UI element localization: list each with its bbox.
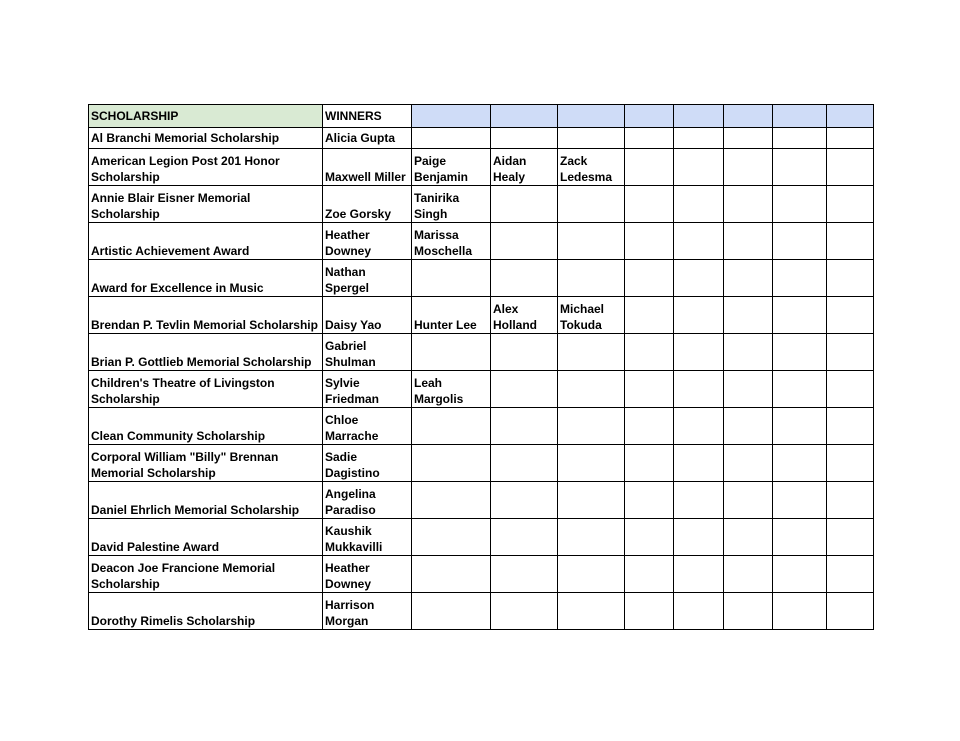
empty-cell [674, 149, 724, 186]
empty-cell [724, 445, 773, 482]
empty-cell [491, 556, 558, 593]
empty-cell [773, 445, 827, 482]
empty-cell [412, 445, 491, 482]
empty-cell [558, 334, 625, 371]
winner-name: Sadie Dagistino [323, 445, 412, 482]
empty-cell [625, 149, 674, 186]
empty-cell [674, 556, 724, 593]
empty-cell [827, 371, 874, 408]
winner-name: Aidan Healy [491, 149, 558, 186]
empty-cell [412, 593, 491, 630]
empty-cell [827, 186, 874, 223]
empty-cell [827, 408, 874, 445]
scholarship-name: Dorothy Rimelis Scholarship [89, 593, 323, 630]
empty-cell [724, 128, 773, 149]
scholarship-name: Brian P. Gottlieb Memorial Scholarship [89, 334, 323, 371]
winner-name: Alicia Gupta [323, 128, 412, 149]
empty-cell [773, 149, 827, 186]
empty-cell [412, 519, 491, 556]
empty-cell [625, 408, 674, 445]
empty-cell [724, 519, 773, 556]
scholarship-header: SCHOLARSHIP [89, 105, 323, 128]
header-row [89, 105, 874, 128]
empty-cell [773, 223, 827, 260]
empty-cell [674, 223, 724, 260]
empty-cell [724, 186, 773, 223]
table-row [89, 223, 874, 260]
scholarship-name: Corporal William "Billy" Brennan Memorial Scholarship [89, 445, 323, 482]
header-cell [558, 105, 625, 128]
empty-cell [491, 223, 558, 260]
empty-cell [491, 128, 558, 149]
empty-cell [625, 186, 674, 223]
empty-cell [827, 297, 874, 334]
empty-cell [558, 371, 625, 408]
winner-name: Alex Holland [491, 297, 558, 334]
empty-cell [625, 223, 674, 260]
winner-name: Sylvie Friedman [323, 371, 412, 408]
winner-name: Heather Downey [323, 556, 412, 593]
empty-cell [724, 408, 773, 445]
empty-cell [773, 519, 827, 556]
empty-cell [827, 556, 874, 593]
empty-cell [625, 445, 674, 482]
winner-name: Nathan Spergel [323, 260, 412, 297]
table-row [89, 297, 874, 334]
winner-name: Heather Downey [323, 223, 412, 260]
empty-cell [674, 482, 724, 519]
winner-name: Zack Ledesma [558, 149, 625, 186]
table-row [89, 408, 874, 445]
empty-cell [625, 260, 674, 297]
empty-cell [674, 408, 724, 445]
empty-cell [724, 149, 773, 186]
empty-cell [625, 482, 674, 519]
empty-cell [827, 445, 874, 482]
empty-cell [827, 593, 874, 630]
scholarship-name: American Legion Post 201 Honor Scholarship [89, 149, 323, 186]
empty-cell [558, 128, 625, 149]
empty-cell [558, 519, 625, 556]
empty-cell [827, 260, 874, 297]
empty-cell [724, 223, 773, 260]
empty-cell [827, 149, 874, 186]
empty-cell [625, 556, 674, 593]
winner-name: Gabriel Shulman [323, 334, 412, 371]
scholarship-name: Daniel Ehrlich Memorial Scholarship [89, 482, 323, 519]
winner-name: Kaushik Mukkavilli [323, 519, 412, 556]
header-cell [491, 105, 558, 128]
empty-cell [558, 260, 625, 297]
empty-cell [625, 128, 674, 149]
empty-cell [674, 186, 724, 223]
empty-cell [558, 223, 625, 260]
empty-cell [674, 445, 724, 482]
empty-cell [491, 371, 558, 408]
empty-cell [773, 482, 827, 519]
table-row [89, 593, 874, 630]
scholarship-name: Annie Blair Eisner Memorial Scholarship [89, 186, 323, 223]
scholarship-name: David Palestine Award [89, 519, 323, 556]
empty-cell [412, 556, 491, 593]
scholarship-name: Brendan P. Tevlin Memorial Scholarship [89, 297, 323, 334]
empty-cell [674, 334, 724, 371]
empty-cell [724, 593, 773, 630]
scholarship-name: Al Branchi Memorial Scholarship [89, 128, 323, 149]
empty-cell [674, 593, 724, 630]
empty-cell [724, 556, 773, 593]
winner-name: Michael Tokuda [558, 297, 625, 334]
table-row [89, 334, 874, 371]
table-row [89, 519, 874, 556]
empty-cell [674, 371, 724, 408]
winner-name: Zoe Gorsky [323, 186, 412, 223]
empty-cell [625, 519, 674, 556]
winner-name: Tanirika Singh [412, 186, 491, 223]
header-cell [773, 105, 827, 128]
table-row [89, 482, 874, 519]
scholarship-name: Children's Theatre of Livingston Scholarship [89, 371, 323, 408]
empty-cell [412, 482, 491, 519]
table-row [89, 445, 874, 482]
winner-name: Paige Benjamin [412, 149, 491, 186]
winner-name: Maxwell Miller [323, 149, 412, 186]
winner-name: Chloe Marrache [323, 408, 412, 445]
scholarship-table [88, 104, 874, 630]
winner-name: Hunter Lee [412, 297, 491, 334]
empty-cell [674, 519, 724, 556]
empty-cell [625, 334, 674, 371]
empty-cell [412, 334, 491, 371]
empty-cell [491, 482, 558, 519]
empty-cell [773, 297, 827, 334]
empty-cell [625, 593, 674, 630]
scholarship-name: Artistic Achievement Award [89, 223, 323, 260]
empty-cell [491, 260, 558, 297]
empty-cell [773, 334, 827, 371]
empty-cell [827, 519, 874, 556]
empty-cell [625, 297, 674, 334]
header-cell [412, 105, 491, 128]
empty-cell [827, 334, 874, 371]
empty-cell [412, 408, 491, 445]
empty-cell [491, 445, 558, 482]
table-row [89, 260, 874, 297]
empty-cell [724, 334, 773, 371]
table-row [89, 149, 874, 186]
winner-name: Harrison Morgan [323, 593, 412, 630]
table-body [89, 105, 874, 630]
table-row [89, 128, 874, 149]
header-cell [827, 105, 874, 128]
empty-cell [773, 128, 827, 149]
scholarship-name: Deacon Joe Francione Memorial Scholarship [89, 556, 323, 593]
empty-cell [491, 519, 558, 556]
empty-cell [491, 408, 558, 445]
empty-cell [773, 556, 827, 593]
empty-cell [724, 260, 773, 297]
empty-cell [773, 371, 827, 408]
empty-cell [625, 371, 674, 408]
scholarship-name: Award for Excellence in Music [89, 260, 323, 297]
empty-cell [724, 482, 773, 519]
empty-cell [773, 593, 827, 630]
table-row [89, 371, 874, 408]
winner-name: Leah Margolis [412, 371, 491, 408]
empty-cell [827, 482, 874, 519]
empty-cell [412, 128, 491, 149]
header-cell [625, 105, 674, 128]
empty-cell [491, 593, 558, 630]
winner-name: Angelina Paradiso [323, 482, 412, 519]
empty-cell [558, 408, 625, 445]
header-cell [724, 105, 773, 128]
empty-cell [558, 482, 625, 519]
winner-name: Daisy Yao [323, 297, 412, 334]
empty-cell [558, 556, 625, 593]
empty-cell [558, 445, 625, 482]
scholarship-name: Clean Community Scholarship [89, 408, 323, 445]
winners-header: WINNERS [323, 105, 412, 128]
empty-cell [773, 408, 827, 445]
empty-cell [674, 260, 724, 297]
empty-cell [827, 223, 874, 260]
empty-cell [558, 186, 625, 223]
empty-cell [724, 297, 773, 334]
table-row [89, 556, 874, 593]
winner-name: Marissa Moschella [412, 223, 491, 260]
empty-cell [773, 260, 827, 297]
empty-cell [724, 371, 773, 408]
empty-cell [674, 297, 724, 334]
header-cell [674, 105, 724, 128]
empty-cell [412, 260, 491, 297]
empty-cell [773, 186, 827, 223]
empty-cell [674, 128, 724, 149]
empty-cell [491, 334, 558, 371]
empty-cell [558, 593, 625, 630]
table-row [89, 186, 874, 223]
empty-cell [491, 186, 558, 223]
empty-cell [827, 128, 874, 149]
